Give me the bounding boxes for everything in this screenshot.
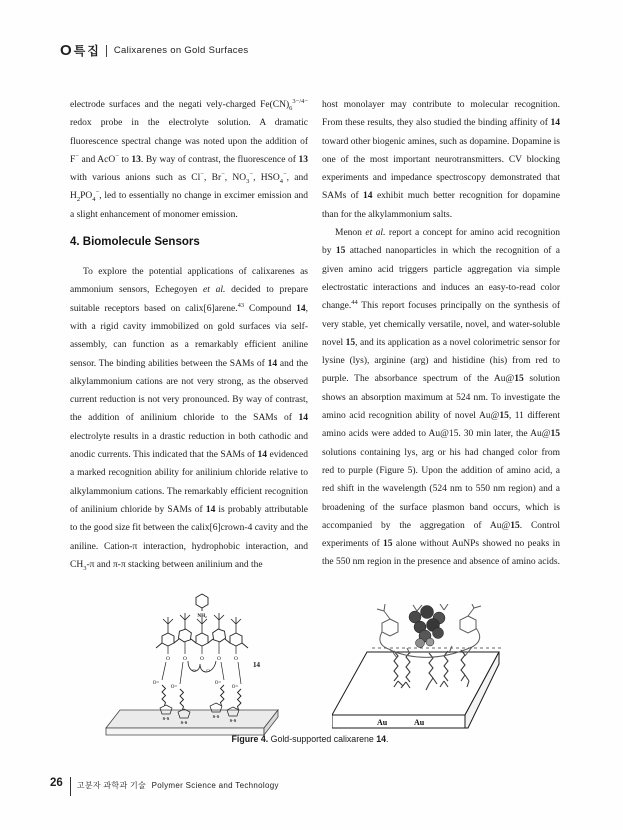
svg-text:O=: O= xyxy=(214,681,222,686)
series-title-korean: 특집 xyxy=(73,44,101,58)
paragraph: electrode surfaces and the negati vely-charged $Fe(CN)_6^{3-/4-}$ redox probe in the electrolyte solution. A dramatic fluorescence spectral change was noted upon the addition of F− and AcO− to 13. By way of contrast, the fluorescence of 13 with various anions such as Cl−, Br−, $NO_3^-$, $HSO_4^-$, and $H_2PO_4^-$, led to essentially no change in excimer emission and a slight enhancement of monomer emission. xyxy=(70,97,309,220)
svg-text:S-S: S-S xyxy=(180,720,188,725)
svg-text:S-S: S-S xyxy=(229,718,237,723)
svg-text:S-S: S-S xyxy=(162,716,170,721)
svg-text:O: O xyxy=(217,656,221,662)
journal-title xyxy=(77,777,279,791)
figure4-structure-diagram xyxy=(88,592,338,752)
paragraph: To explore the potential applications of calixarenes as ammonium sensors, Echegoyen et al. decided to prepare suitable receptors based on calix[6]arene.$^{43}$ Compound 14, with a rigid cavity immobilized on gold surfaces via self-assembly, can function as a remarkably efficient aniline sensor. The binding abilities between the SAMs of 14 and the alkylammonium cations are not very strong, as the observed current reduction is not very pronounced. By way of contrast, the addition of anilinium chloride to the SAMs of 14 electrolyte results in a drastic reduction in both cathodic and anodic currents. This indicated that the SAMs of 14 evidenced a marked recognition ability for anilinium chloride relative to alkylammonium cations. The remarkably efficient recognition of anilinium chloride by SAMs of 14 is probably attributable to the good size fit between the calix[6]crown-4 cavity and the aniline. Cation-π interaction, hydrophobic interaction, and $CH_3-\pi$ and π-π stacking between anilinium and the xyxy=(70,267,309,572)
svg-text:O: O xyxy=(166,656,170,662)
right-column xyxy=(322,96,560,572)
guest-molecule-spheres xyxy=(409,606,445,648)
chapter-title: Calixarenes on Gold Surfaces xyxy=(113,45,249,56)
svg-text:O: O xyxy=(183,656,187,662)
paragraph: host monolayer may contribute to molecular recognition. From these results, they also studied the binding affinity of 14 toward other biogenic amines, such as dopamine. Dopamine is one of the most important neurotransmitters. CV blocking experiments and impedance spectroscopy demonstrated that SAMs of 14 exhibit much better recognition for dopamine than for the alkylammonium salts. xyxy=(322,100,560,220)
au-slab xyxy=(332,652,499,728)
crown-ether-loop xyxy=(188,661,216,673)
calixarene-rings xyxy=(156,613,248,654)
au-label: Au xyxy=(377,718,388,727)
svg-text:O: O xyxy=(234,656,238,662)
svg-text:O=: O= xyxy=(152,681,160,686)
svg-text:O: O xyxy=(200,656,204,662)
series-bullet-icon: O xyxy=(60,41,72,59)
left-column xyxy=(70,96,308,574)
svg-text:O: O xyxy=(192,668,196,673)
gold-slab xyxy=(106,710,278,735)
figure4-3d-model xyxy=(332,604,570,734)
section-heading: 4. Biomolecule Sensors xyxy=(70,236,200,249)
aniline-nh2-label: NH₂ xyxy=(197,613,207,619)
page-header xyxy=(60,42,248,59)
aniline-molecule xyxy=(196,594,208,611)
journal-title-english: Polymer Science and Technology xyxy=(151,781,279,790)
page-footer xyxy=(50,777,279,796)
au-label: Au xyxy=(414,718,425,727)
ester-groups xyxy=(153,662,241,690)
header-divider xyxy=(106,45,107,57)
svg-text:O: O xyxy=(206,668,210,673)
svg-text:O=: O= xyxy=(231,685,239,690)
figure-caption: Figure 4. Gold-supported calixarene 14. xyxy=(231,734,389,744)
page-number: 26 xyxy=(50,777,63,789)
paragraph: Menon et al. report a concept for amino acid recognition by 15 attached nanoparticles in which the recognition of a given amino acid triggers particle aggregation via simple electrostatic interactions and induces an easy-to-read color change.$^{44}$ This report focuses principally on the synthesis of very stable, yet chemically versatile, novel, and water-soluble novel 15, and its application as a novel colorimetric sensor for lysine (lys), arginine (arg) and histidine (his) from red to purple. The absorbance spectrum of the Au@15 solution shows an absorption maximum at 524 nm. To investigate the amino acid recognition ability of novel Au@15, 11 different amino acids were added to Au@15. 30 min later, the Au@15 solutions containing lys, arg or his had changed color from red to purple (Figure 5). Upon the addition of amino acid, a red shift in the wavelength (524 nm to 550 nm region) and a broadening of the surface plasmon band occurs, which is accompanied by the aggregation of Au@15. Control experiments of 15 alone without AuNPs showed no peaks in the 550 nm region in the presence and absence of amino acids. xyxy=(322,228,561,568)
oxygen-atoms xyxy=(166,656,238,662)
journal-title-korean: 고분자 과학과 기술 xyxy=(76,781,147,790)
compound-14-label: 14 xyxy=(253,661,260,669)
footer-divider xyxy=(70,777,71,796)
svg-text:O=: O= xyxy=(170,685,178,690)
svg-text:S-S: S-S xyxy=(212,714,220,719)
